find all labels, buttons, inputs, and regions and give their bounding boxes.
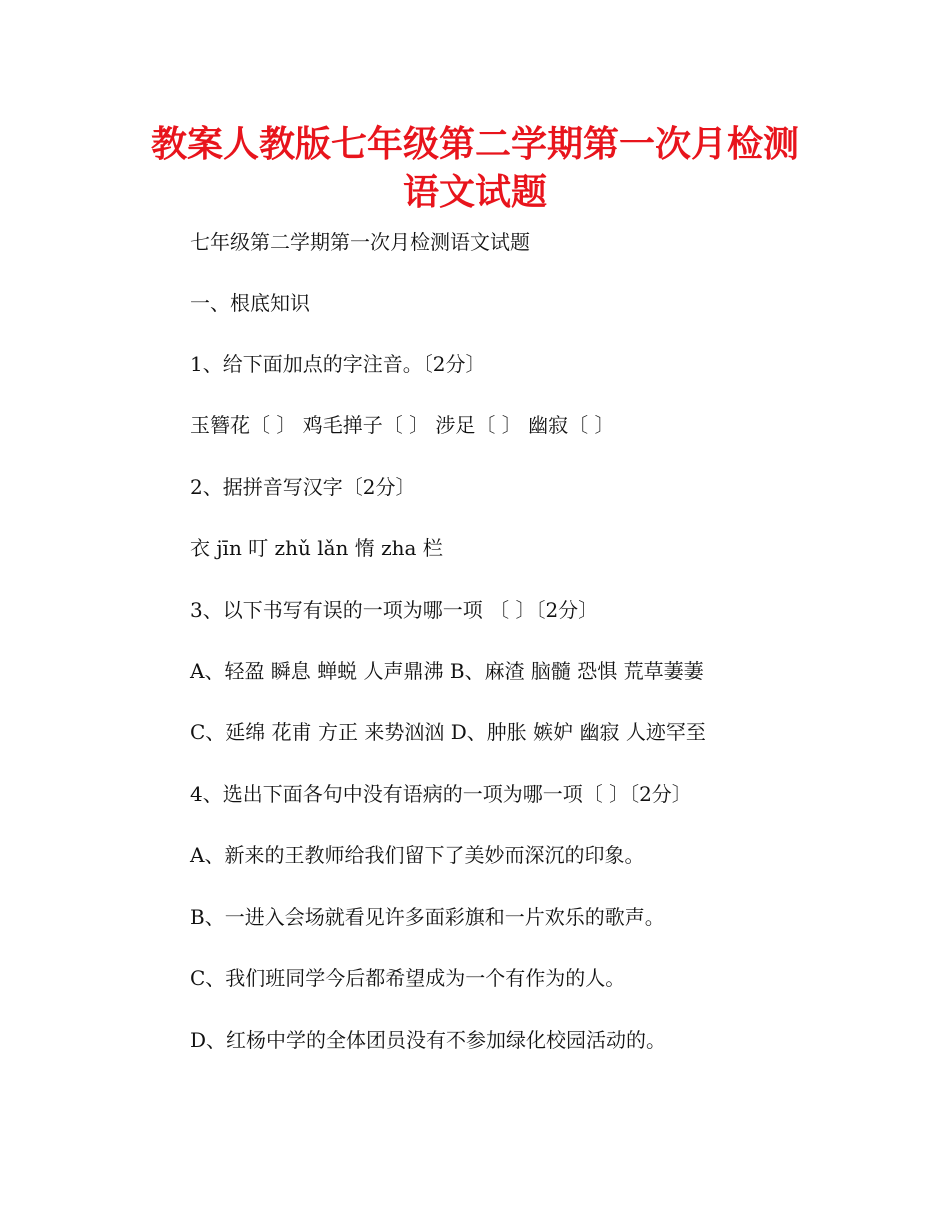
question-4-option-b: B、一进入会场就看见许多面彩旗和一片欢乐的歌声。: [190, 905, 665, 929]
question-3-options-ab: A、轻盈 瞬息 蝉蜕 人声鼎沸 B、麻渣 脑髓 恐惧 荒草萋萋: [190, 659, 704, 683]
question-2: 2、据拼音写汉字〔2分〕: [190, 475, 416, 499]
question-4: 4、选出下面各句中没有语病的一项为哪一项〔 〕〔2分〕: [190, 782, 692, 806]
section-heading: 一、根底知识: [190, 291, 310, 315]
subtitle-text: 七年级第二学期第一次月检测语文试题: [190, 230, 530, 254]
question-4-option-d: D、红杨中学的全体团员没有不参加绿化校园活动的。: [190, 1028, 667, 1052]
question-3-options-cd: C、延绵 花甫 方正 来势汹汹 D、肿胀 嫉妒 幽寂 人迹罕至: [190, 720, 706, 744]
question-2-items: 衣 jīn 叮 zhǔ lǎn 惰 zha 栏: [190, 536, 443, 560]
document-title-line-2: 语文试题: [402, 172, 547, 213]
question-3: 3、以下书写有误的一项为哪一项 〔 〕〔2分〕: [190, 598, 599, 622]
question-4-option-c: C、我们班同学今后都希望成为一个有作为的人。: [190, 966, 626, 990]
question-1: 1、给下面加点的字注音。〔2分〕: [190, 352, 486, 376]
question-1-items: 玉簪花〔 〕 鸡毛掸子〔 〕 涉足〔 〕 幽寂〔 〕: [190, 413, 615, 437]
question-4-option-a: A、新来的王教师给我们留下了美妙而深沉的印象。: [190, 843, 645, 867]
document-title-line-1: 教案人教版七年级第二学期第一次月检测: [150, 124, 799, 165]
